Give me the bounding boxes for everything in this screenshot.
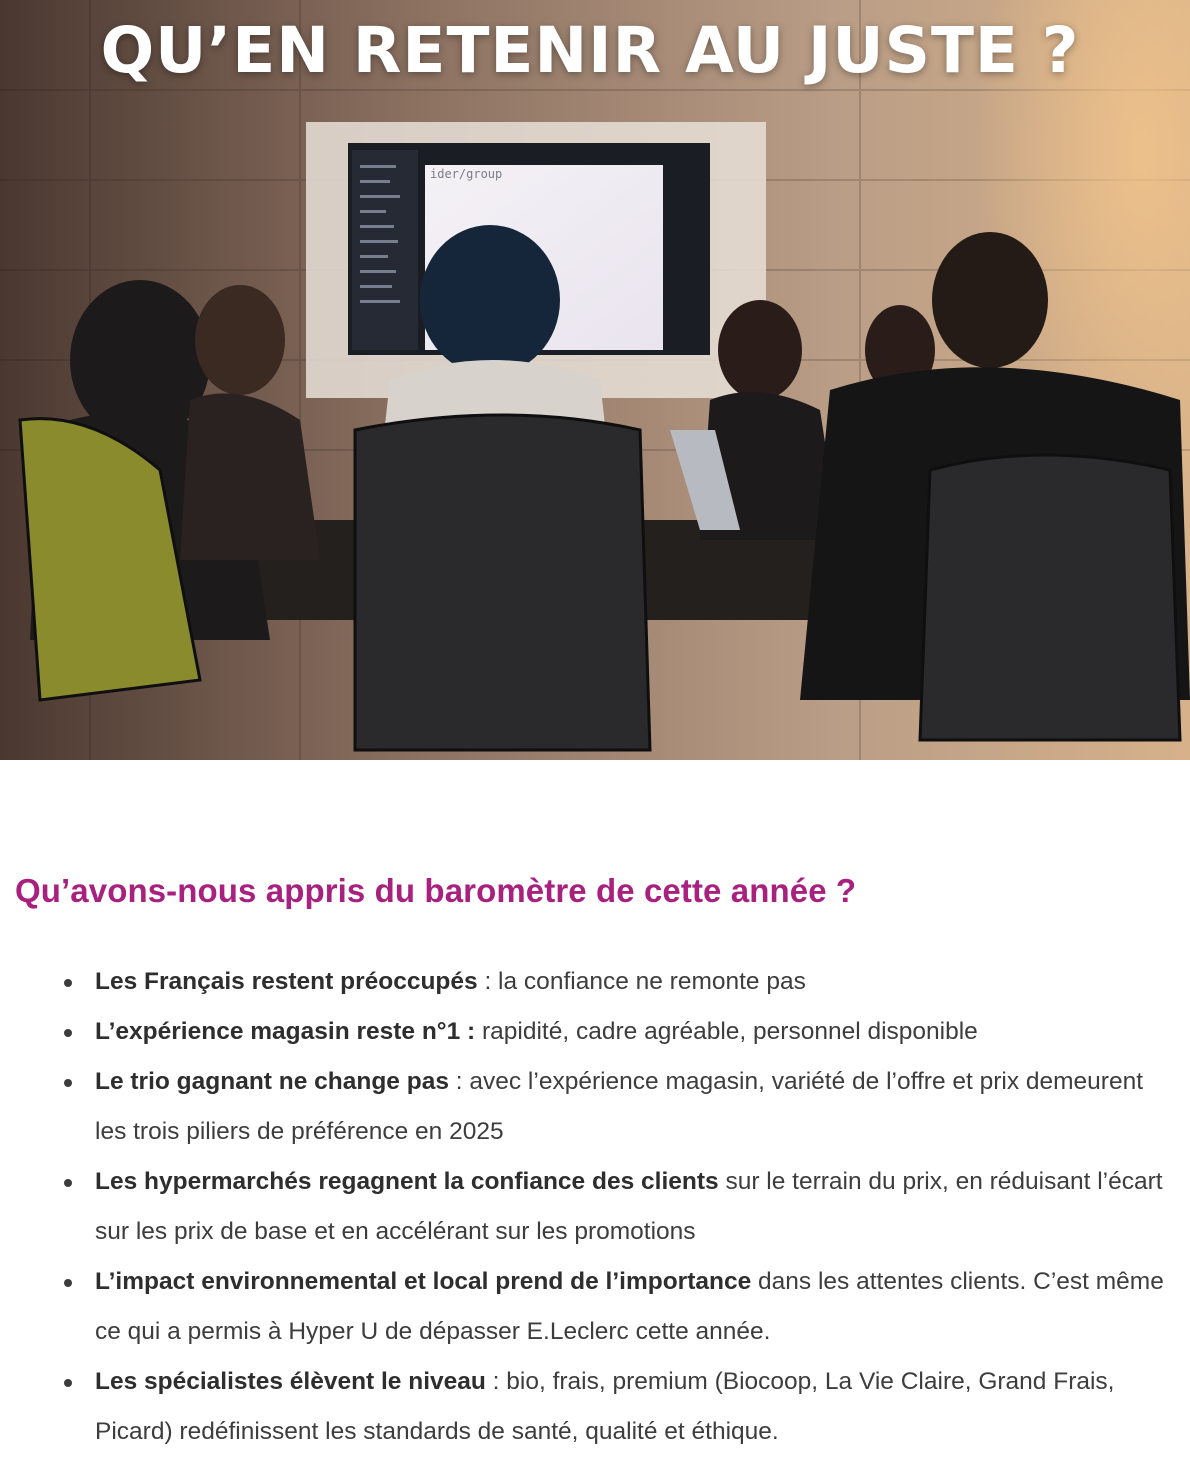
bullet-dot <box>64 979 72 987</box>
section-title: Qu’avons-nous appris du baromètre de cette année ? <box>15 872 857 909</box>
bullet-dot <box>64 1379 72 1387</box>
bullet-bold: Les spécialistes élèvent le niveau <box>95 1368 486 1395</box>
bullet-dot <box>64 1279 72 1287</box>
bullet-dot <box>64 1079 72 1087</box>
list-item <box>0 1157 1190 1257</box>
bullet-bold: Les hypermarchés regagnent la confiance des clients <box>95 1168 719 1195</box>
bullet-text: sur le terrain du prix, en réduisant l’écart sur les prix de base et en accélérant sur les promotions <box>95 1168 1163 1245</box>
bullet-text: : avec l’expérience magasin, variété de l’offre et prix demeurent les trois piliers de préférence en 2025 <box>95 1068 1144 1145</box>
list-item <box>0 957 1190 1007</box>
findings-list <box>0 957 1190 1457</box>
list-item <box>0 1357 1190 1457</box>
hero-title: QU’EN RETENIR AU JUSTE ? <box>100 14 1080 87</box>
list-item <box>0 1057 1190 1157</box>
bullet-text: rapidité, cadre agréable, personnel disponible <box>475 1018 978 1045</box>
list-item <box>0 1257 1190 1357</box>
bullet-dot <box>64 1029 72 1037</box>
screen-text: ider/group <box>430 167 503 181</box>
bullet-bold: Le trio gagnant ne change pas <box>95 1068 449 1095</box>
bullet-bold: L’impact environnemental et local prend de l’importance <box>95 1268 752 1295</box>
bullet-text: : bio, frais, premium (Biocoop, La Vie Claire, Grand Frais, Picard) redéfinissent les standards de santé, qualité et éthique. <box>95 1368 1115 1445</box>
bullet-bold: L’expérience magasin reste n°1 : <box>95 1018 476 1045</box>
list-item <box>0 1007 1190 1057</box>
bullet-text: dans les attentes clients. C’est même ce qui a permis à Hyper U de dépasser E.Leclerc cette année. <box>95 1268 1164 1345</box>
bullet-text: : la confiance ne remonte pas <box>477 968 806 995</box>
bullet-dot <box>64 1179 72 1187</box>
bullet-bold: Les Français restent préoccupés <box>95 968 478 995</box>
